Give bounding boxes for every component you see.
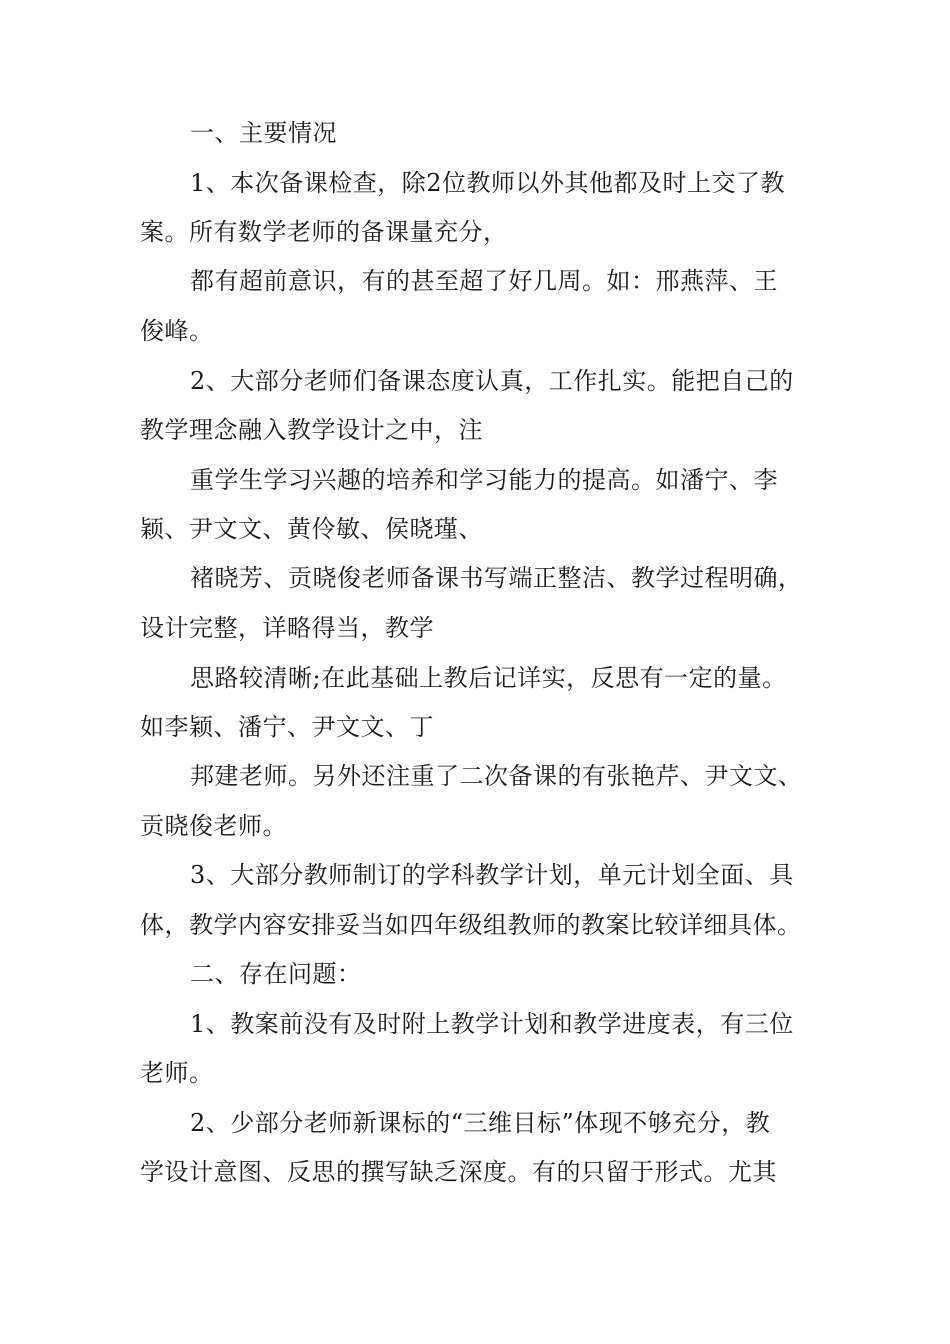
paragraph-line: 设计完整，详略得当，教学 bbox=[140, 614, 434, 642]
paragraph-line: 2、大部分老师们备课态度认真，工作扎实。能把自己的 bbox=[190, 367, 794, 395]
paragraph-line: 1、教案前没有及时附上教学计划和教学进度表，有三位 bbox=[190, 1010, 794, 1038]
heading-main-situation: 一、主要情况 bbox=[190, 119, 337, 147]
paragraph-line: 如李颖、潘宁、尹文文、丁 bbox=[140, 713, 434, 741]
paragraph-line: 3、大部分教师制订的学科教学计划，单元计划全面、具 bbox=[190, 861, 794, 889]
paragraph-line: 俊峰。 bbox=[140, 317, 214, 345]
paragraph-line: 重学生学习兴趣的培养和学习能力的提高。如潘宁、李 bbox=[190, 466, 778, 494]
paragraph-line: 案。所有数学老师的备课量充分， bbox=[140, 218, 508, 246]
paragraph-line: 老师。 bbox=[140, 1059, 214, 1087]
paragraph-line: 1、本次备课检查，除2位教师以外其他都及时上交了教 bbox=[190, 169, 786, 197]
paragraph-line: 教学理念融入教学设计之中，注 bbox=[140, 416, 483, 444]
paragraph-line: 褚晓芳、贡晓俊老师备课书写端正整洁、教学过程明确， bbox=[190, 564, 803, 592]
heading-problems: 二、存在问题： bbox=[190, 960, 362, 988]
paragraph-line: 贡晓俊老师。 bbox=[140, 812, 287, 840]
paragraph-line: 邦建老师。另外还注重了二次备课的有张艳芹、尹文文、 bbox=[190, 762, 803, 790]
paragraph-line: 思路较清晰;在此基础上教后记详实，反思有一定的量。 bbox=[190, 664, 787, 692]
paragraph-line: 都有超前意识，有的甚至超了好几周。如：邢燕萍、王 bbox=[190, 267, 778, 295]
paragraph-line: 体，教学内容安排妥当如四年级组教师的教案比较详细具体。 bbox=[140, 911, 802, 939]
paragraph-line: 颖、尹文文、黄伶敏、侯晓瑾、 bbox=[140, 515, 483, 543]
paragraph-line: 学设计意图、反思的撰写缺乏深度。有的只留于形式。尤其 bbox=[140, 1158, 777, 1186]
paragraph-line: 2、少部分老师新课标的“三维目标”体现不够充分，教 bbox=[190, 1109, 771, 1137]
